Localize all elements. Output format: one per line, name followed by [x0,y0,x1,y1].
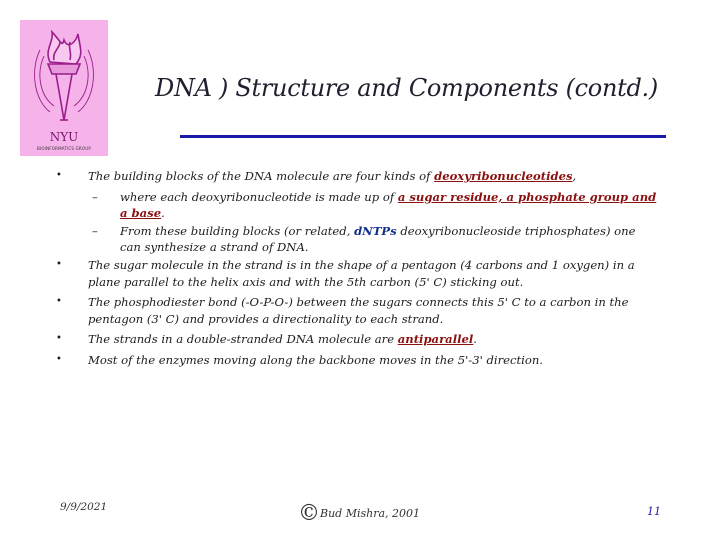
bullet-text: The strands in a double-stranded DNA molecule are [88,332,398,347]
footer-author: Bud Mishra, 2001 [320,507,421,520]
page-number: 11 [647,505,661,518]
bullet-text: The sugar molecule in the strand is in the shape of a pentagon (4 carbons and 1 oxygen) in a plane parallel to the helix axis and with the 5th carbon (5' C) sticking out. [88,257,635,289]
sub-bullet-item [52,189,657,222]
bullet-text: , [572,169,577,183]
bullet-text: Most of the enzymes moving along the backbone moves in the 5'-3' direction. [88,352,543,367]
bullet-item [52,257,657,290]
bullet-marker: • [56,170,62,181]
bullet-marker: • [56,353,62,365]
highlighted-term: deoxyribonucleotides [434,169,573,183]
bullet-text: The building blocks of the DNA molecule are four kinds of [88,169,435,183]
sub-bullet-item [52,223,657,256]
bullet-text: The phosphodiester bond (-O-P-O-) between the sugars connects this 5' C to a carbon in the pentagon (3' C) and provides a directionality to each strand. [88,295,629,326]
footer-date: 9/9/2021 [60,501,108,513]
bullet-item [52,331,657,348]
bullet-text: . [473,332,477,347]
bullet-marker: • [56,296,62,308]
bullet-marker: • [56,333,62,345]
bullet-text: where each deoxyribonucleotide is made up of [120,189,398,204]
logo-letters: NYU [49,130,79,144]
copyright-icon: © [298,501,320,526]
bullet-item [52,168,657,185]
highlighted-term: antiparallel [397,332,474,347]
bullet-text: From these building blocks (or related, [120,223,355,238]
sub-bullet-marker: – [92,189,98,204]
logo-caption: BIOINFORMATICS GROUP [37,146,91,151]
bullet-list [52,168,657,373]
sub-bullet-marker: – [92,223,98,238]
bullet-marker: • [56,258,62,270]
bullet-text: deoxyribonucleoside triphosphates) one can synthesize a strand of DNA. [120,223,636,255]
bullet-item [52,294,657,327]
nyu-bioinformatics-logo [20,20,108,156]
bullet-text: . [161,206,165,221]
bullet-item [52,352,657,369]
footer-copyright [298,501,420,526]
highlighted-term: dNTPs [354,223,397,238]
slide-title: DNA ) Structure and Components (contd.) [155,74,658,102]
torch-icon [20,20,108,156]
title-underline-rule [180,135,666,138]
highlighted-term: a sugar residue, a phosphate group and a base [120,189,657,221]
